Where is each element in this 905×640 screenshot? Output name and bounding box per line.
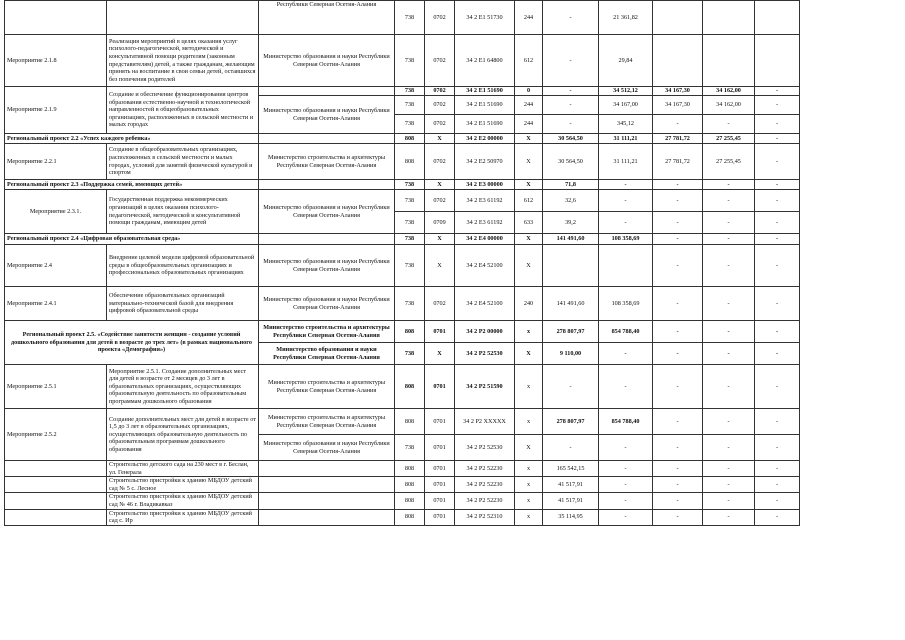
row-desc: Мероприятие 2.5.1. Создание дополнительных мест для детей в возрасте от 2 месяцев до 3 лет в образовательных организациях, осуществляющих образовательную деятельность по образовательным программам дошкольного образования (107, 365, 259, 409)
row-desc: Реализация мероприятий в целях оказания услуг психолого-педагогической, методической и консультативной помощи родителям (законным представителям) детей, а также гражданам, желающим принять на воспитание в свои семьи детей, оставшихся без попечения родителей (107, 35, 259, 87)
cell-value-3: - (653, 234, 703, 245)
cell-value-1: 278 807,97 (543, 409, 599, 435)
table-row (5, 245, 800, 287)
row-name (5, 461, 107, 477)
project-title: Региональный проект 2.3 «Поддержка семей, имеющих детей» (5, 180, 259, 190)
cell-value-5: - (755, 212, 800, 234)
table-row (5, 1, 800, 35)
cell-value-4: - (703, 190, 755, 212)
cell-grbs: 808 (395, 144, 425, 180)
cell-rzpr: 0701 (425, 509, 455, 525)
cell-grbs: 808 (395, 461, 425, 477)
cell-value-2: 854 788,40 (599, 321, 653, 343)
cell-csr: 34 2 E1 51730 (455, 1, 515, 35)
cell-value-3: 27 781,72 (653, 144, 703, 180)
cell-vr: 244 (515, 96, 543, 115)
cell-value-2: 854 788,40 (599, 409, 653, 435)
table-row (5, 180, 800, 190)
cell-vr: 244 (515, 1, 543, 35)
cell-value-3: - (653, 190, 703, 212)
cell-value-4: - (703, 180, 755, 190)
row-name: Мероприятие 2.1.9 (5, 87, 107, 134)
cell-vr: X (515, 435, 543, 461)
cell-rzpr: X (425, 245, 455, 287)
cell-csr: 34 2 E4 52100 (455, 287, 515, 321)
cell-value-3 (653, 35, 703, 87)
row-desc: Строительство пристройки к зданию МБДОУ детский сад № 5 с. Лесное (107, 477, 259, 493)
cell-csr: 34 2 E2 50970 (455, 144, 515, 180)
cell-csr: 34 2 E3 00000 (455, 180, 515, 190)
cell-value-1: 30 564,50 (543, 144, 599, 180)
row-name (5, 477, 107, 493)
cell-csr: 34 2 P2 00000 (455, 321, 515, 343)
cell-csr: 34 2 E1 64800 (455, 35, 515, 87)
cell-rzpr: 0709 (425, 212, 455, 234)
cell-value-3: 34 167,30 (653, 87, 703, 96)
cell-grbs: 738 (395, 245, 425, 287)
cell-value-2: - (599, 435, 653, 461)
cell-value-5: - (755, 180, 800, 190)
cell-vr: x (515, 409, 543, 435)
cell-rzpr: X (425, 343, 455, 365)
cell-value-1: - (543, 1, 599, 35)
cell-value-3: - (653, 461, 703, 477)
cell-vr: 633 (515, 212, 543, 234)
cell-value-1: 9 110,00 (543, 343, 599, 365)
table-row (5, 234, 800, 245)
cell-value-5: - (755, 87, 800, 96)
row-desc: Государственная поддержка некоммерческих организаций в целях оказания психолого-педагогической, методической и консультативной помощи гражданам, имеющим детей (107, 190, 259, 234)
row-desc: Строительство пристройки к зданию МБДОУ детский сад с. Ир (107, 509, 259, 525)
table-row (5, 321, 800, 343)
cell-value-4 (703, 1, 755, 35)
cell-value-5: - (755, 96, 800, 115)
cell-value-1: - (543, 435, 599, 461)
cell-value-3: - (653, 245, 703, 287)
table-row (5, 409, 800, 435)
project-title: Региональный проект 2.4 «Цифровая образовательная среда» (5, 234, 259, 245)
row-executor (259, 493, 395, 509)
cell-value-1: 41 517,91 (543, 477, 599, 493)
cell-csr: 34 2 E4 52100 (455, 245, 515, 287)
table-row (5, 87, 800, 96)
cell-value-1: 165 542,15 (543, 461, 599, 477)
cell-value-3: - (653, 435, 703, 461)
cell-value-4: - (703, 435, 755, 461)
cell-value-4: - (703, 115, 755, 134)
cell-rzpr: 0702 (425, 144, 455, 180)
cell-rzpr: 0702 (425, 96, 455, 115)
row-name: Мероприятие 2.4.1 (5, 287, 107, 321)
project-title: Региональный проект 2.2 «Успех каждого ребенка» (5, 134, 259, 144)
cell-vr: X (515, 234, 543, 245)
cell-value-3: - (653, 343, 703, 365)
cell-value-1: - (543, 96, 599, 115)
cell-vr: 612 (515, 35, 543, 87)
cell-value-4: - (703, 343, 755, 365)
cell-value-4: 27 255,45 (703, 134, 755, 144)
row-executor: Министерство строительства и архитектуры Республики Северная Осетия-Алания (259, 144, 395, 180)
row-desc: Создание и обеспечение функционирования центров образования естественно-научной и технологической направленностей в общеобразовательных организациях, расположенных в сельской местности и малых городах (107, 87, 259, 134)
budget-table (4, 0, 800, 526)
cell-grbs: 808 (395, 134, 425, 144)
cell-vr: X (515, 343, 543, 365)
cell-rzpr: 0702 (425, 35, 455, 87)
table-row (5, 477, 800, 493)
cell-rzpr: X (425, 234, 455, 245)
row-desc (107, 1, 259, 35)
cell-value-2: - (599, 343, 653, 365)
cell-value-5: - (755, 144, 800, 180)
cell-value-3 (653, 1, 703, 35)
cell-grbs: 738 (395, 180, 425, 190)
table-row (5, 365, 800, 409)
cell-vr: 240 (515, 287, 543, 321)
cell-value-2: 34 512,12 (599, 87, 653, 96)
cell-value-1: 32,6 (543, 190, 599, 212)
cell-value-5: - (755, 435, 800, 461)
cell-csr: 34 2 P2 52230 (455, 477, 515, 493)
cell-value-3: - (653, 287, 703, 321)
row-desc: Строительство пристройки к зданию МБДОУ детский сад № 46 г. Владикавказ (107, 493, 259, 509)
table-row (5, 287, 800, 321)
table-row (5, 493, 800, 509)
cell-value-2: 108 358,69 (599, 234, 653, 245)
cell-rzpr: 0702 (425, 190, 455, 212)
cell-grbs: 808 (395, 493, 425, 509)
row-name (5, 493, 107, 509)
cell-grbs: 808 (395, 477, 425, 493)
table-row (5, 509, 800, 525)
cell-value-4: - (703, 461, 755, 477)
cell-vr: X (515, 134, 543, 144)
cell-value-1: 39,2 (543, 212, 599, 234)
cell-grbs: 808 (395, 321, 425, 343)
cell-value-2: - (599, 493, 653, 509)
row-executor (259, 134, 395, 144)
row-executor: Министерство образования и науки Республики Северная Осетия-Алания (259, 190, 395, 234)
row-name (5, 1, 107, 35)
cell-vr: x (515, 461, 543, 477)
cell-vr: x (515, 477, 543, 493)
cell-value-4: - (703, 365, 755, 409)
cell-value-4: - (703, 477, 755, 493)
cell-value-1: 141 491,60 (543, 234, 599, 245)
cell-value-2 (599, 245, 653, 287)
table-row (5, 134, 800, 144)
cell-value-5: - (755, 321, 800, 343)
cell-value-3: - (653, 493, 703, 509)
cell-value-5: - (755, 245, 800, 287)
row-desc: Создание в общеобразовательных организациях, расположенных в сельской местности и малых городах, условий для занятий физической культурой и спортом (107, 144, 259, 180)
cell-rzpr: 0701 (425, 461, 455, 477)
cell-csr: 34 2 P2 52310 (455, 509, 515, 525)
cell-value-5: - (755, 287, 800, 321)
cell-value-4: - (703, 245, 755, 287)
cell-value-4: - (703, 509, 755, 525)
cell-value-3: 27 781,72 (653, 134, 703, 144)
cell-csr: 34 2 E1 51690 (455, 87, 515, 96)
cell-value-2: - (599, 180, 653, 190)
cell-value-1: 30 564,50 (543, 134, 599, 144)
table-row (5, 144, 800, 180)
cell-rzpr: 0701 (425, 493, 455, 509)
cell-value-4: 34 162,00 (703, 87, 755, 96)
cell-rzpr: 0701 (425, 321, 455, 343)
cell-value-2: - (599, 212, 653, 234)
cell-grbs: 738 (395, 212, 425, 234)
row-executor (259, 509, 395, 525)
cell-vr: x (515, 493, 543, 509)
row-name: Мероприятие 2.2.1 (5, 144, 107, 180)
row-executor: Министерство строительства и архитектуры Республики Северная Осетия-Алания (259, 365, 395, 409)
row-name: Мероприятие 2.1.8 (5, 35, 107, 87)
cell-vr: X (515, 144, 543, 180)
cell-value-3: - (653, 212, 703, 234)
cell-grbs: 738 (395, 87, 425, 96)
row-executor (259, 461, 395, 477)
row-name: Мероприятие 2.4 (5, 245, 107, 287)
cell-value-3: - (653, 180, 703, 190)
table-row (5, 461, 800, 477)
cell-value-4: - (703, 212, 755, 234)
cell-value-5: - (755, 365, 800, 409)
row-executor: Министерство строительства и архитектуры Республики Северная Осетия-Алания (259, 321, 395, 343)
cell-value-5: - (755, 461, 800, 477)
cell-value-4: - (703, 234, 755, 245)
cell-value-4: - (703, 409, 755, 435)
cell-value-2: - (599, 190, 653, 212)
row-name: Мероприятие 2.5.2 (5, 409, 107, 461)
cell-value-5: - (755, 409, 800, 435)
cell-value-2: 345,12 (599, 115, 653, 134)
cell-rzpr: 0702 (425, 287, 455, 321)
cell-vr: x (515, 365, 543, 409)
cell-value-1: - (543, 87, 599, 96)
project-title: Региональный проект 2.5. «Содействие занятости женщин - создание условий дошкольного образования для детей в возрасте до трех лет» (в рамках национального проекта «Демография») (5, 321, 259, 365)
cell-value-5: - (755, 343, 800, 365)
cell-rzpr: 0701 (425, 365, 455, 409)
cell-value-5: - (755, 509, 800, 525)
row-executor: Министерство образования и науки Республики Северная Осетия-Алания (259, 435, 395, 461)
row-desc: Обеспечение образовательных организаций материально-технической базой для внедрения цифровой образовательной среды (107, 287, 259, 321)
cell-grbs: 808 (395, 365, 425, 409)
cell-vr: X (515, 180, 543, 190)
row-desc: Строительство детского сада на 230 мест в г. Беслан, ул. Генерала (107, 461, 259, 477)
cell-grbs: 738 (395, 96, 425, 115)
cell-value-5: - (755, 190, 800, 212)
row-executor (259, 477, 395, 493)
cell-vr: 612 (515, 190, 543, 212)
cell-csr: 34 2 P2 52530 (455, 343, 515, 365)
cell-value-2: 108 358,69 (599, 287, 653, 321)
cell-value-1: 71,8 (543, 180, 599, 190)
cell-rzpr: X (425, 134, 455, 144)
row-executor (259, 234, 395, 245)
cell-value-3: - (653, 321, 703, 343)
cell-value-2: - (599, 477, 653, 493)
cell-value-1: 141 491,60 (543, 287, 599, 321)
cell-grbs: 738 (395, 287, 425, 321)
cell-value-5: - (755, 115, 800, 134)
cell-value-5: - (755, 134, 800, 144)
cell-value-5 (755, 35, 800, 87)
cell-value-2: 21 361,82 (599, 1, 653, 35)
cell-csr: 34 2 P2 51590 (455, 365, 515, 409)
cell-grbs: 738 (395, 435, 425, 461)
row-executor (259, 180, 395, 190)
cell-csr: 34 2 E3 61192 (455, 212, 515, 234)
cell-csr: 34 2 E1 51690 (455, 115, 515, 134)
cell-value-2: - (599, 509, 653, 525)
row-executor: Министерство образования и науки Республики Северная Осетия-Алания (259, 35, 395, 87)
cell-vr: 244 (515, 115, 543, 134)
cell-csr: 34 2 E4 00000 (455, 234, 515, 245)
cell-value-1: - (543, 35, 599, 87)
row-desc: Создание дополнительных мест для детей в возрасте от 1,5 до 3 лет в образовательных организациях, осуществляющих образовательную деятельность по образовательным программам дошкольного образования (107, 409, 259, 461)
cell-value-3: - (653, 365, 703, 409)
cell-grbs: 738 (395, 115, 425, 134)
cell-value-1: 278 807,97 (543, 321, 599, 343)
cell-rzpr: 0702 (425, 115, 455, 134)
cell-value-1: 41 517,91 (543, 493, 599, 509)
cell-value-1: - (543, 365, 599, 409)
cell-csr: 34 2 P2 52530 (455, 435, 515, 461)
cell-grbs: 738 (395, 1, 425, 35)
row-executor: Министерство строительства и архитектуры Республики Северная Осетия-Алания (259, 409, 395, 435)
cell-grbs: 738 (395, 190, 425, 212)
cell-value-3: - (653, 509, 703, 525)
document-page (4, 0, 901, 640)
row-executor: Министерство образования и науки Республики Северная Осетия-Алания (259, 343, 395, 365)
cell-grbs: 738 (395, 343, 425, 365)
cell-csr: 34 2 E3 61192 (455, 190, 515, 212)
row-executor: Министерство образования и науки Республики Северная Осетия-Алания (259, 287, 395, 321)
row-name: Мероприятие 2.3.1. (5, 190, 107, 234)
cell-value-2: 34 167,00 (599, 96, 653, 115)
cell-value-4: - (703, 287, 755, 321)
row-executor: Республики Северная Осетия-Алания (259, 1, 395, 35)
row-executor: Министерство образования и науки Республики Северная Осетия-Алания (259, 96, 395, 134)
cell-value-3: - (653, 409, 703, 435)
cell-rzpr: 0701 (425, 435, 455, 461)
cell-csr: 34 2 P2 52230 (455, 493, 515, 509)
cell-csr: 34 2 E2 00000 (455, 134, 515, 144)
table-row (5, 35, 800, 87)
cell-value-4: - (703, 321, 755, 343)
cell-rzpr: 0702 (425, 87, 455, 96)
cell-value-4: - (703, 493, 755, 509)
cell-value-4: 34 162,00 (703, 96, 755, 115)
row-executor (259, 87, 395, 96)
table-row (5, 190, 800, 212)
cell-csr: 34 2 P2 52230 (455, 461, 515, 477)
cell-value-2: - (599, 365, 653, 409)
cell-value-4: 27 255,45 (703, 144, 755, 180)
cell-vr: x (515, 509, 543, 525)
cell-rzpr: 0701 (425, 409, 455, 435)
cell-csr: 34 2 E1 51690 (455, 96, 515, 115)
cell-value-5 (755, 1, 800, 35)
cell-value-2: 31 111,21 (599, 144, 653, 180)
cell-vr: 0 (515, 87, 543, 96)
cell-value-5: - (755, 493, 800, 509)
cell-value-3: - (653, 477, 703, 493)
cell-value-2: 29,84 (599, 35, 653, 87)
cell-grbs: 738 (395, 35, 425, 87)
cell-vr: X (515, 245, 543, 287)
cell-value-4 (703, 35, 755, 87)
cell-value-1: 35 114,95 (543, 509, 599, 525)
cell-value-5: - (755, 234, 800, 245)
cell-value-1 (543, 245, 599, 287)
cell-grbs: 738 (395, 234, 425, 245)
row-executor: Министерство образования и науки Республики Северная Осетия-Алания (259, 245, 395, 287)
cell-csr: 34 2 P2 XXXXX (455, 409, 515, 435)
row-name: Мероприятие 2.5.1 (5, 365, 107, 409)
row-name (5, 509, 107, 525)
cell-value-5: - (755, 477, 800, 493)
cell-value-2: - (599, 461, 653, 477)
cell-rzpr: 0702 (425, 1, 455, 35)
cell-rzpr: X (425, 180, 455, 190)
cell-grbs: 808 (395, 409, 425, 435)
cell-value-1: - (543, 115, 599, 134)
cell-value-2: 31 111,21 (599, 134, 653, 144)
cell-vr: x (515, 321, 543, 343)
cell-rzpr: 0701 (425, 477, 455, 493)
row-desc: Внедрение целевой модели цифровой образовательной среды в общеобразовательных организациях и профессиональных образовательных организациях (107, 245, 259, 287)
cell-value-3: - (653, 115, 703, 134)
cell-value-3: 34 167,30 (653, 96, 703, 115)
cell-grbs: 808 (395, 509, 425, 525)
